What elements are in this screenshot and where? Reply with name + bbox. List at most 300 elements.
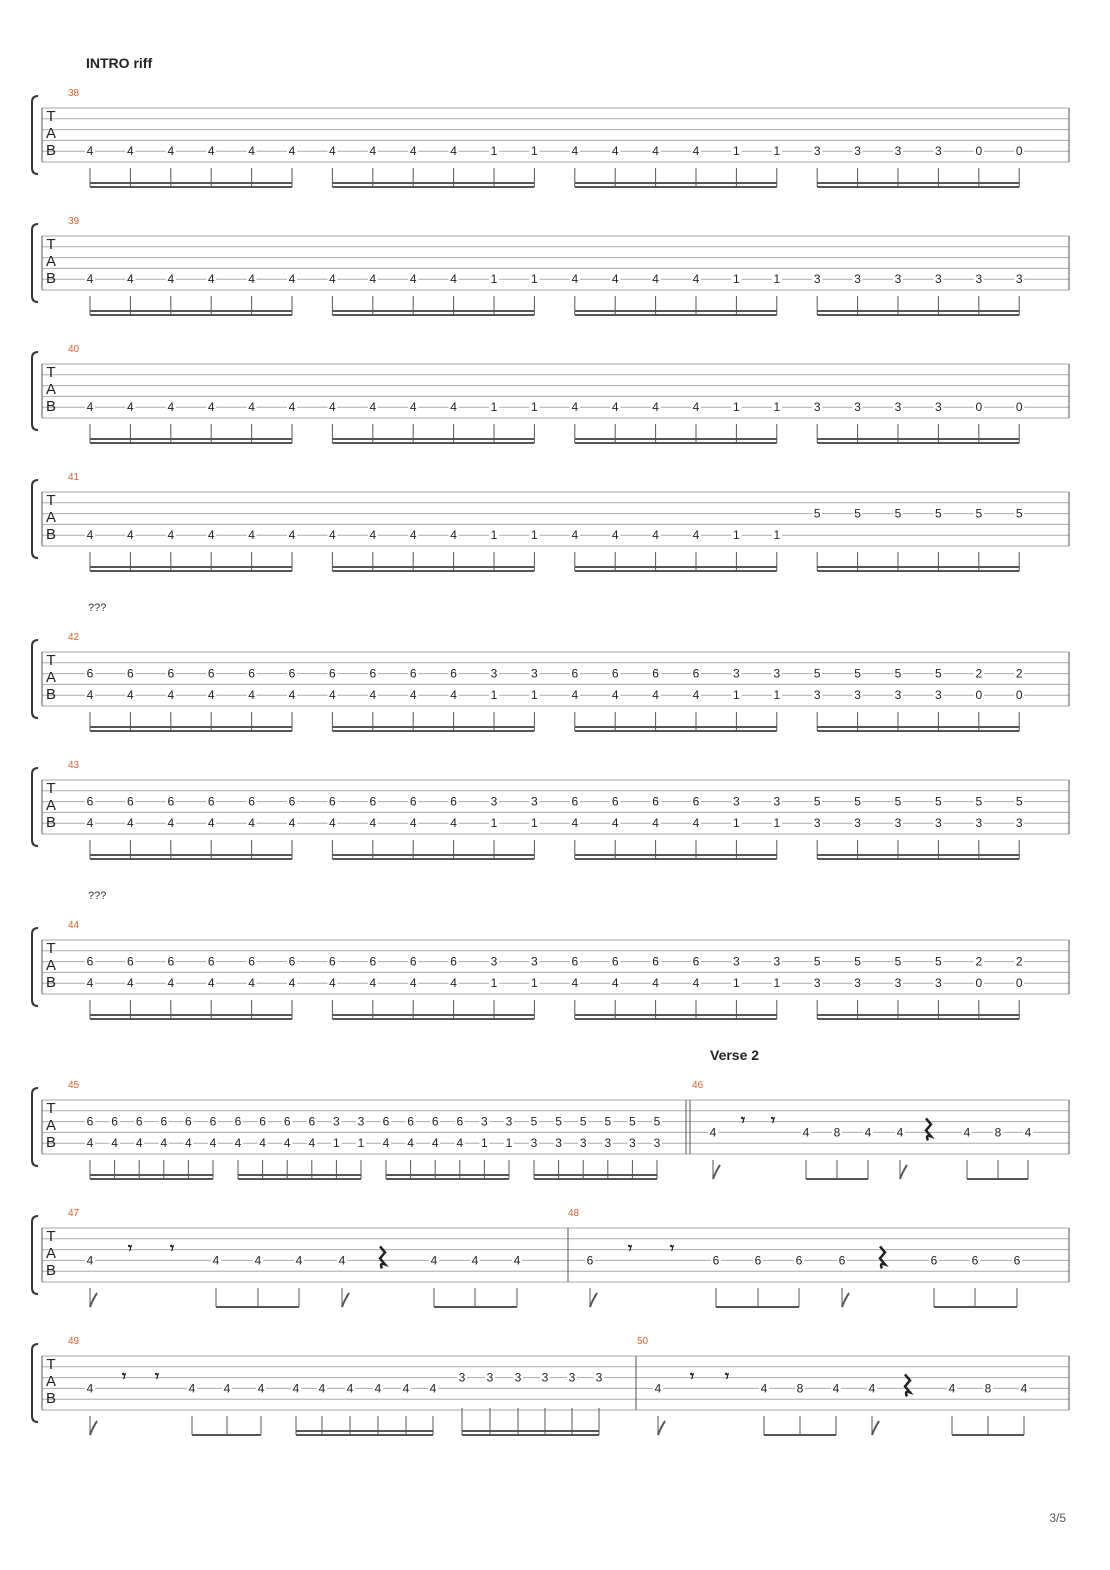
fret-number: 6 bbox=[329, 794, 336, 809]
measure-number: 45 bbox=[68, 1080, 80, 1091]
fret-number: 4 bbox=[948, 1381, 956, 1396]
eighth-rest: 𝄾 bbox=[154, 1368, 160, 1386]
fret-number: 6 bbox=[652, 954, 659, 969]
fret-number: 4 bbox=[652, 816, 659, 831]
fret-number: 3 bbox=[854, 144, 861, 159]
fret-number: 5 bbox=[629, 1114, 636, 1129]
fret-number: 3 bbox=[813, 976, 821, 991]
measure-number: 40 bbox=[68, 344, 80, 355]
fret-number: 1 bbox=[531, 144, 538, 159]
fret-number: 0 bbox=[1015, 688, 1023, 703]
eighth-rest: 𝄾 bbox=[169, 1240, 175, 1258]
fret-number: 4 bbox=[283, 1136, 291, 1151]
fret-number: 3 bbox=[490, 954, 498, 969]
fret-number: 3 bbox=[733, 666, 740, 681]
fret-number: 4 bbox=[207, 272, 215, 287]
fret-number: 4 bbox=[127, 144, 134, 159]
fret-number: 6 bbox=[288, 954, 296, 969]
fret-number: 6 bbox=[369, 954, 377, 969]
fret-number: 0 bbox=[975, 688, 983, 703]
fret-number: 4 bbox=[652, 688, 659, 703]
note-flag bbox=[658, 1421, 665, 1435]
fret-number: 4 bbox=[254, 1253, 262, 1268]
eighth-rest: 𝄾 bbox=[689, 1368, 695, 1386]
fret-number: 4 bbox=[409, 976, 417, 991]
fret-number: 5 bbox=[975, 794, 983, 809]
fret-number: 4 bbox=[86, 1136, 94, 1151]
tab-clef-letter: T bbox=[46, 780, 56, 797]
fret-number: 4 bbox=[308, 1136, 316, 1151]
fret-number: 5 bbox=[813, 666, 821, 681]
fret-number: 0 bbox=[975, 976, 983, 991]
fret-number: 4 bbox=[223, 1381, 231, 1396]
fret-number: 3 bbox=[854, 976, 861, 991]
fret-number: 4 bbox=[692, 400, 700, 415]
fret-number: 4 bbox=[248, 688, 255, 703]
note-flag bbox=[872, 1421, 879, 1435]
fret-number: 4 bbox=[431, 1136, 439, 1151]
fret-number: 4 bbox=[209, 1136, 217, 1151]
fret-number: 4 bbox=[369, 816, 377, 831]
fret-number: 5 bbox=[935, 794, 942, 809]
fret-number: 4 bbox=[450, 976, 457, 991]
fret-number: 5 bbox=[530, 1114, 538, 1129]
fret-number: 1 bbox=[733, 400, 740, 415]
fret-number: 3 bbox=[486, 1370, 494, 1385]
fret-number: 6 bbox=[450, 794, 457, 809]
fret-number: 4 bbox=[288, 144, 296, 159]
fret-number: 6 bbox=[450, 954, 457, 969]
fret-number: 4 bbox=[896, 1125, 904, 1140]
tab-clef-letter: A bbox=[45, 253, 57, 270]
fret-number: 4 bbox=[86, 1381, 94, 1396]
fret-number: 3 bbox=[555, 1136, 562, 1151]
fret-number: 5 bbox=[894, 954, 902, 969]
tab-clef-letter: T bbox=[46, 492, 56, 509]
fret-number: 6 bbox=[409, 794, 417, 809]
fret-number: 4 bbox=[318, 1381, 326, 1396]
fret-number: 1 bbox=[490, 400, 498, 415]
system-bracket bbox=[32, 1216, 38, 1294]
fret-number: 2 bbox=[975, 954, 983, 969]
tab-clef-letter: A bbox=[45, 1117, 57, 1134]
fret-number: 3 bbox=[531, 666, 538, 681]
fret-number: 4 bbox=[409, 528, 417, 543]
eighth-rest: 𝄾 bbox=[770, 1112, 776, 1130]
fret-number: 5 bbox=[555, 1114, 562, 1129]
fret-number: 3 bbox=[935, 400, 942, 415]
fret-number: 1 bbox=[773, 816, 781, 831]
fret-number: 4 bbox=[429, 1381, 437, 1396]
fret-number: 6 bbox=[754, 1253, 762, 1268]
fret-number: 3 bbox=[894, 400, 902, 415]
fret-number: 1 bbox=[531, 528, 538, 543]
fret-number: 1 bbox=[773, 272, 781, 287]
fret-number: 3 bbox=[975, 272, 983, 287]
fret-number: 4 bbox=[288, 816, 296, 831]
fret-number: 3 bbox=[481, 1114, 488, 1129]
fret-number: 1 bbox=[733, 976, 740, 991]
fret-number: 6 bbox=[712, 1253, 720, 1268]
fret-number: 1 bbox=[773, 400, 781, 415]
fret-number: 4 bbox=[430, 1253, 438, 1268]
fret-number: 5 bbox=[1015, 506, 1023, 521]
tab-clef-letter: T bbox=[46, 1228, 56, 1245]
fret-number: 4 bbox=[654, 1381, 662, 1396]
tab-clef-letter: B bbox=[45, 1134, 57, 1151]
fret-number: 8 bbox=[984, 1381, 992, 1396]
fret-number: 3 bbox=[813, 272, 821, 287]
fret-number: 3 bbox=[894, 272, 902, 287]
tab-clef-letter: A bbox=[45, 509, 57, 526]
fret-number: 3 bbox=[935, 816, 942, 831]
fret-number: 3 bbox=[579, 1136, 587, 1151]
fret-number: 4 bbox=[127, 528, 134, 543]
eighth-rest: 𝄾 bbox=[740, 1112, 746, 1130]
fret-number: 4 bbox=[802, 1125, 810, 1140]
fret-number: 4 bbox=[188, 1381, 196, 1396]
fret-number: 4 bbox=[86, 144, 94, 159]
fret-number: 5 bbox=[854, 954, 861, 969]
fret-number: 6 bbox=[692, 794, 700, 809]
fret-number: 4 bbox=[571, 400, 579, 415]
fret-number: 4 bbox=[611, 528, 619, 543]
fret-number: 6 bbox=[127, 794, 134, 809]
fret-number: 4 bbox=[160, 1136, 168, 1151]
fret-number: 6 bbox=[86, 794, 94, 809]
fret-number: 4 bbox=[329, 816, 336, 831]
fret-number: 4 bbox=[692, 144, 700, 159]
tab-clef-letter: A bbox=[45, 125, 57, 142]
fret-number: 1 bbox=[733, 688, 740, 703]
fret-number: 4 bbox=[207, 688, 215, 703]
fret-number: 1 bbox=[490, 688, 498, 703]
fret-number: 1 bbox=[490, 528, 498, 543]
section-title-verse-2: Verse 2 bbox=[710, 1047, 760, 1063]
fret-number: 5 bbox=[579, 1114, 587, 1129]
fret-number: 4 bbox=[86, 272, 94, 287]
fret-number: 4 bbox=[369, 688, 377, 703]
eighth-rest: 𝄾 bbox=[121, 1368, 127, 1386]
fret-number: 4 bbox=[329, 400, 336, 415]
fret-number: 4 bbox=[207, 400, 215, 415]
fret-number: 6 bbox=[611, 666, 619, 681]
fret-number: 6 bbox=[209, 1114, 217, 1129]
section-title-intro-riff: INTRO riff bbox=[86, 55, 153, 71]
fret-number: 1 bbox=[481, 1136, 488, 1151]
tab-clef-letter: B bbox=[45, 270, 57, 287]
system-bracket bbox=[32, 928, 38, 1006]
fret-number: 4 bbox=[288, 272, 296, 287]
fret-number: 3 bbox=[854, 816, 861, 831]
fret-number: 4 bbox=[248, 976, 255, 991]
fret-number: 5 bbox=[1015, 794, 1023, 809]
fret-number: 6 bbox=[409, 954, 417, 969]
fret-number: 1 bbox=[773, 144, 781, 159]
note-flag bbox=[90, 1293, 97, 1307]
fret-number: 6 bbox=[288, 666, 296, 681]
fret-number: 4 bbox=[369, 144, 377, 159]
fret-number: 3 bbox=[568, 1370, 576, 1385]
fret-number: 4 bbox=[611, 272, 619, 287]
fret-number: 6 bbox=[207, 666, 215, 681]
fret-number: 3 bbox=[773, 954, 781, 969]
fret-number: 3 bbox=[733, 794, 740, 809]
fret-number: 1 bbox=[490, 816, 498, 831]
system-bracket bbox=[32, 1088, 38, 1166]
measure-number: 41 bbox=[68, 472, 80, 483]
fret-number: 4 bbox=[611, 816, 619, 831]
fret-number: 5 bbox=[653, 1114, 661, 1129]
fret-number: 6 bbox=[930, 1253, 938, 1268]
fret-number: 4 bbox=[409, 144, 417, 159]
fret-number: 6 bbox=[207, 794, 215, 809]
measure-number: 43 bbox=[68, 760, 80, 771]
fret-number: 5 bbox=[854, 666, 861, 681]
tab-clef-letter: T bbox=[46, 1100, 56, 1117]
fret-number: 4 bbox=[571, 272, 579, 287]
fret-number: 4 bbox=[207, 528, 215, 543]
fret-number: 3 bbox=[813, 144, 821, 159]
fret-number: 4 bbox=[185, 1136, 192, 1151]
fret-number: 6 bbox=[407, 1114, 414, 1129]
fret-number: 1 bbox=[490, 976, 498, 991]
fret-number: 4 bbox=[832, 1381, 840, 1396]
fret-number: 4 bbox=[611, 400, 619, 415]
note-flag bbox=[590, 1293, 597, 1307]
fret-number: 6 bbox=[838, 1253, 846, 1268]
fret-number: 3 bbox=[629, 1136, 636, 1151]
fret-number: 4 bbox=[257, 1381, 265, 1396]
measure-number: 42 bbox=[68, 632, 80, 643]
fret-number: 4 bbox=[409, 400, 417, 415]
tab-clef-letter: A bbox=[45, 797, 57, 814]
fret-number: 6 bbox=[652, 794, 659, 809]
fret-number: 3 bbox=[530, 1136, 538, 1151]
fret-number: 4 bbox=[652, 400, 659, 415]
fret-number: 2 bbox=[1015, 666, 1023, 681]
system-bracket bbox=[32, 480, 38, 558]
fret-number: 4 bbox=[471, 1253, 479, 1268]
fret-number: 6 bbox=[692, 666, 700, 681]
eighth-rest: 𝄾 bbox=[669, 1240, 675, 1258]
fret-number: 4 bbox=[288, 400, 296, 415]
fret-number: 4 bbox=[692, 528, 700, 543]
fret-number: 0 bbox=[1015, 144, 1023, 159]
fret-number: 4 bbox=[167, 528, 175, 543]
fret-number: 6 bbox=[431, 1114, 439, 1129]
fret-number: 6 bbox=[795, 1253, 803, 1268]
fret-number: 4 bbox=[86, 1253, 94, 1268]
fret-number: 4 bbox=[407, 1136, 414, 1151]
fret-number: 6 bbox=[692, 954, 700, 969]
fret-number: 3 bbox=[894, 688, 902, 703]
fret-number: 8 bbox=[994, 1125, 1002, 1140]
fret-number: 4 bbox=[207, 976, 215, 991]
fret-number: 6 bbox=[160, 1114, 168, 1129]
fret-number: 4 bbox=[329, 144, 336, 159]
fret-number: 6 bbox=[571, 666, 579, 681]
fret-number: 4 bbox=[346, 1381, 354, 1396]
fret-number: 1 bbox=[333, 1136, 340, 1151]
fret-number: 6 bbox=[369, 794, 377, 809]
fret-number: 2 bbox=[975, 666, 983, 681]
measure-number: 47 bbox=[68, 1208, 80, 1219]
measure-number: 49 bbox=[68, 1336, 80, 1347]
fret-number: 4 bbox=[369, 400, 377, 415]
fret-number: 4 bbox=[450, 688, 457, 703]
fret-number: 4 bbox=[338, 1253, 346, 1268]
eighth-rest: 𝄾 bbox=[627, 1240, 633, 1258]
fret-number: 4 bbox=[86, 688, 94, 703]
tab-clef-letter: A bbox=[45, 957, 57, 974]
fret-number: 8 bbox=[796, 1381, 804, 1396]
fret-number: 6 bbox=[167, 954, 175, 969]
fret-number: 4 bbox=[571, 816, 579, 831]
note-flag bbox=[90, 1421, 97, 1435]
fret-number: 6 bbox=[207, 954, 215, 969]
fret-number: 6 bbox=[259, 1114, 266, 1129]
fret-number: 1 bbox=[733, 816, 740, 831]
fret-number: 5 bbox=[894, 666, 902, 681]
fret-number: 1 bbox=[531, 272, 538, 287]
fret-number: 3 bbox=[604, 1136, 612, 1151]
fret-number: 4 bbox=[1020, 1381, 1028, 1396]
fret-number: 6 bbox=[586, 1253, 594, 1268]
fret-number: 4 bbox=[513, 1253, 521, 1268]
fret-number: 6 bbox=[611, 794, 619, 809]
measure-number: 39 bbox=[68, 216, 80, 227]
fret-number: 1 bbox=[733, 144, 740, 159]
fret-number: 1 bbox=[490, 144, 498, 159]
fret-number: 4 bbox=[86, 528, 94, 543]
fret-number: 3 bbox=[1015, 816, 1023, 831]
fret-number: 4 bbox=[86, 976, 94, 991]
fret-number: 1 bbox=[773, 688, 781, 703]
tab-clef-letter: T bbox=[46, 108, 56, 125]
fret-number: 4 bbox=[456, 1136, 464, 1151]
fret-number: 5 bbox=[935, 666, 942, 681]
fret-number: 4 bbox=[127, 400, 134, 415]
fret-number: 4 bbox=[409, 816, 417, 831]
eighth-rest: 𝄾 bbox=[127, 1240, 133, 1258]
fret-number: 4 bbox=[127, 272, 134, 287]
fret-number: 6 bbox=[111, 1114, 118, 1129]
fret-number: 4 bbox=[248, 144, 255, 159]
fret-number: 6 bbox=[167, 794, 175, 809]
fret-number: 5 bbox=[854, 506, 861, 521]
fret-number: 6 bbox=[185, 1114, 192, 1129]
fret-number: 6 bbox=[611, 954, 619, 969]
fret-number: 3 bbox=[935, 272, 942, 287]
tab-clef-letter: A bbox=[45, 381, 57, 398]
fret-number: 3 bbox=[773, 666, 781, 681]
fret-number: 4 bbox=[167, 400, 175, 415]
fret-number: 4 bbox=[611, 976, 619, 991]
fret-number: 4 bbox=[167, 144, 175, 159]
fret-number: 1 bbox=[773, 976, 781, 991]
fret-number: 5 bbox=[854, 794, 861, 809]
fret-number: 4 bbox=[234, 1136, 242, 1151]
measure-number: 38 bbox=[68, 88, 80, 99]
fret-number: 6 bbox=[409, 666, 417, 681]
fret-number: 4 bbox=[864, 1125, 872, 1140]
fret-number: 4 bbox=[963, 1125, 971, 1140]
fret-number: 4 bbox=[248, 400, 255, 415]
fret-number: 4 bbox=[167, 272, 175, 287]
fret-number: 3 bbox=[813, 688, 821, 703]
fret-number: 6 bbox=[86, 666, 94, 681]
fret-number: 6 bbox=[652, 666, 659, 681]
fret-number: 1 bbox=[490, 272, 498, 287]
fret-number: 4 bbox=[374, 1381, 382, 1396]
fret-number: 4 bbox=[212, 1253, 220, 1268]
fret-number: 4 bbox=[135, 1136, 143, 1151]
fret-number: 4 bbox=[86, 400, 94, 415]
fret-number: 4 bbox=[292, 1381, 300, 1396]
fret-number: 4 bbox=[288, 688, 296, 703]
fret-number: 4 bbox=[692, 816, 700, 831]
fret-number: 6 bbox=[248, 794, 255, 809]
fret-number: 1 bbox=[733, 528, 740, 543]
fret-number: 3 bbox=[894, 816, 902, 831]
fret-number: 4 bbox=[692, 272, 700, 287]
fret-number: 3 bbox=[773, 794, 781, 809]
note-flag bbox=[900, 1165, 907, 1179]
fret-number: 6 bbox=[971, 1253, 979, 1268]
fret-number: 4 bbox=[382, 1136, 390, 1151]
fret-number: 4 bbox=[207, 144, 215, 159]
system-bracket bbox=[32, 768, 38, 846]
fret-number: 6 bbox=[382, 1114, 390, 1129]
fret-number: 3 bbox=[1015, 272, 1023, 287]
fret-number: 4 bbox=[868, 1381, 876, 1396]
fret-number: 4 bbox=[329, 976, 336, 991]
fret-number: 6 bbox=[167, 666, 175, 681]
fret-number: 3 bbox=[653, 1136, 661, 1151]
fret-number: 4 bbox=[571, 976, 579, 991]
fret-number: 4 bbox=[450, 400, 457, 415]
fret-number: 3 bbox=[894, 976, 902, 991]
fret-number: 4 bbox=[652, 528, 659, 543]
fret-number: 3 bbox=[490, 666, 498, 681]
tab-clef-letter: T bbox=[46, 236, 56, 253]
fret-number: 4 bbox=[760, 1381, 768, 1396]
fret-number: 4 bbox=[571, 688, 579, 703]
fret-number: 5 bbox=[935, 506, 942, 521]
tab-clef-letter: B bbox=[45, 1390, 57, 1407]
measure-number: 44 bbox=[68, 920, 80, 931]
fret-number: 3 bbox=[595, 1370, 603, 1385]
fret-number: 1 bbox=[531, 816, 538, 831]
fret-number: 4 bbox=[259, 1136, 266, 1151]
fret-number: 0 bbox=[975, 400, 983, 415]
fret-number: 4 bbox=[402, 1381, 410, 1396]
fret-number: 5 bbox=[813, 794, 821, 809]
fret-number: 6 bbox=[248, 954, 255, 969]
fret-number: 4 bbox=[288, 976, 296, 991]
fret-number: 4 bbox=[127, 976, 134, 991]
fret-number: 4 bbox=[127, 688, 134, 703]
fret-number: 3 bbox=[935, 144, 942, 159]
measure-number: 48 bbox=[568, 1208, 580, 1219]
fret-number: 3 bbox=[813, 816, 821, 831]
fret-number: 3 bbox=[357, 1114, 365, 1129]
note-flag bbox=[713, 1165, 720, 1179]
tab-clef-letter: B bbox=[45, 974, 57, 991]
fret-number: 4 bbox=[611, 144, 619, 159]
tab-clef-letter: T bbox=[46, 1356, 56, 1373]
